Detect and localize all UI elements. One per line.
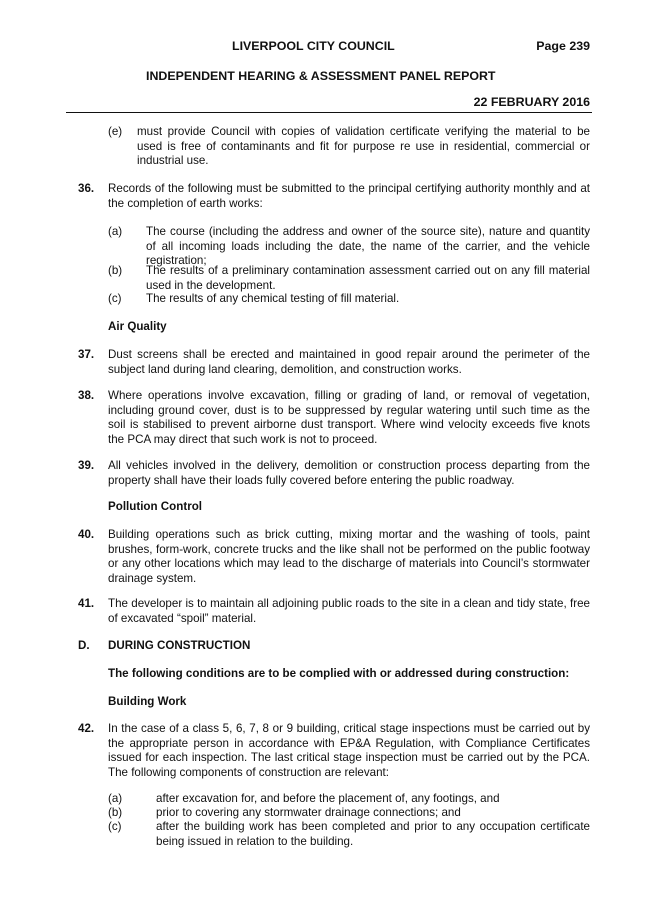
council-name: LIVERPOOL CITY COUNCIL [232, 39, 395, 53]
condition-37-number: 37. [78, 348, 95, 361]
condition-36-text: Records of the following must be submitted to the principal certifying authority monthly and at the completion of earth works: [108, 182, 590, 210]
report-date: 22 FEBRUARY 2016 [473, 95, 590, 109]
c36-item-c-text: The results of any chemical testing of fill material. [146, 292, 400, 305]
c36-item-a-text: The course (including the address and owner of the source site), nature and quantity of all incoming loads including the date, the name of the carrier, and the vehicle registration; [146, 225, 590, 268]
c42-item-a-label: (a) [108, 792, 123, 805]
c36-item-b-label: (b) [108, 264, 123, 277]
condition-39-number: 39. [78, 459, 95, 472]
c42-item-c-text: after the building work has been completed and prior to any occupation certificate being issued in relation to the building. [156, 820, 590, 848]
air-quality-heading: Air Quality [108, 320, 167, 333]
c36-item-c-label: (c) [108, 292, 122, 305]
condition-41-text: The developer is to maintain all adjoining public roads to the site in a clean and tidy state, free of excavated “spoil” material. [108, 597, 590, 625]
header-rule [66, 112, 592, 113]
item-e-text: must provide Council with copies of validation certificate verifying the material to be used is free of contaminants and fit for purpose re use in residential, commercial or industrial use. [137, 125, 590, 168]
during-construction-intro: The following conditions are to be complied with or addressed during construction: [108, 667, 570, 680]
condition-41-number: 41. [78, 597, 95, 610]
condition-38-number: 38. [78, 389, 95, 402]
c36-item-b-text: The results of a preliminary contamination assessment carried out on any fill material used in the development. [146, 264, 590, 292]
c42-item-b-text: prior to covering any stormwater drainage connections; and [156, 806, 461, 819]
item-e-label: (e) [108, 125, 123, 138]
building-work-heading: Building Work [108, 695, 187, 708]
condition-42-text: In the case of a class 5, 6, 7, 8 or 9 building, critical stage inspections must be carried out by the appropriate person in accordance with EP&A Regulation, with Compliance Certificates issued for each inspection. The last critical stage inspection must be carried out by the PCA. The following components of construction are relevant: [108, 722, 590, 779]
report-title: INDEPENDENT HEARING & ASSESSMENT PANEL REPORT [146, 69, 496, 83]
condition-36-number: 36. [78, 182, 95, 195]
page-number: Page 239 [536, 39, 590, 53]
condition-37-text: Dust screens shall be erected and maintained in good repair around the perimeter of the subject land during land clearing, demolition, and construction works. [108, 348, 590, 376]
condition-42-number: 42. [78, 722, 95, 735]
section-d-title: DURING CONSTRUCTION [108, 639, 251, 652]
c42-item-a-text: after excavation for, and before the placement of, any footings, and [156, 792, 500, 805]
condition-38-text: Where operations involve excavation, filling or grading of land, or removal of vegetation, including ground cover, dust is to be suppressed by regular watering until such time as the soil is stabilised to prevent airborne dust transport. Where wind velocity exceeds five knots the PCA may direct that such work is not to proceed. [108, 389, 590, 446]
condition-40-text: Building operations such as brick cutting, mixing mortar and the washing of tools, paint brushes, form-work, concrete trucks and the like shall not be performed on the public footway or any other locations which may lead to the discharge of materials into Council’s stormwater drainage system. [108, 528, 590, 585]
c36-item-a-label: (a) [108, 225, 123, 238]
condition-39-text: All vehicles involved in the delivery, demolition or construction process departing from the property shall have their loads fully covered before entering the public roadway. [108, 459, 590, 487]
c42-item-b-label: (b) [108, 806, 123, 819]
section-d-letter: D. [78, 639, 90, 652]
c42-item-c-label: (c) [108, 820, 122, 833]
pollution-control-heading: Pollution Control [108, 500, 203, 513]
condition-40-number: 40. [78, 528, 95, 541]
